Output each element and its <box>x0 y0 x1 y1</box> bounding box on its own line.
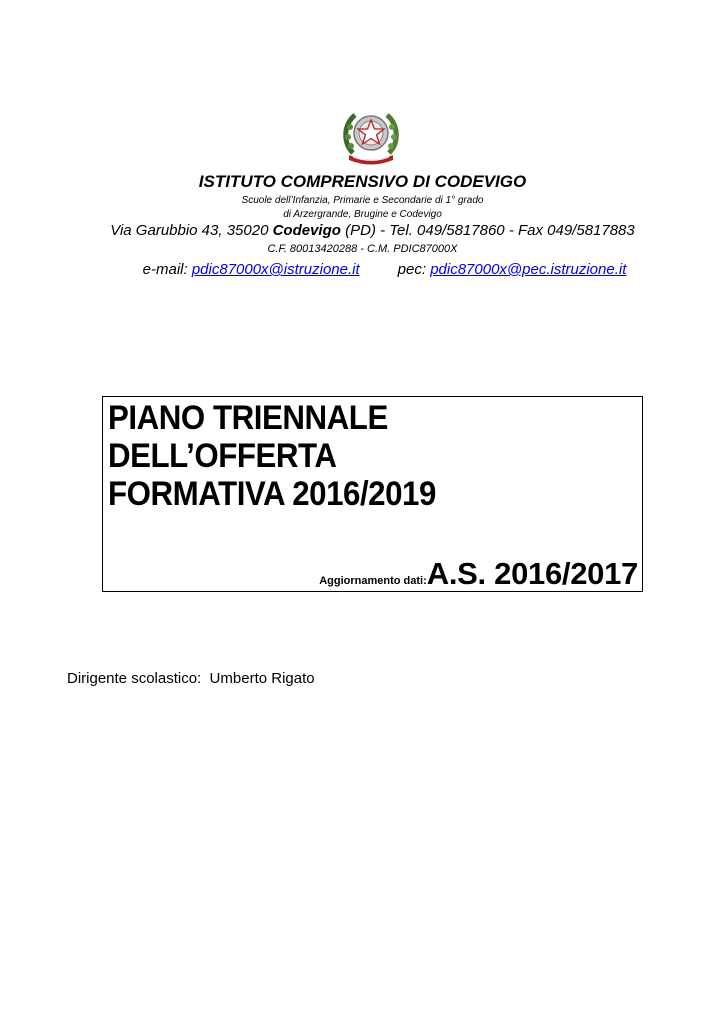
title-line-1: PIANO TRIENNALE <box>108 399 388 437</box>
italian-republic-emblem-icon <box>339 103 403 167</box>
school-name: ISTITUTO COMPRENSIVO DI CODEVIGO <box>198 172 527 191</box>
pec-label: pec: <box>397 261 431 278</box>
email-label: e-mail: <box>142 261 192 278</box>
address-prefix: Via Garubbio 43, 35020 <box>110 222 273 239</box>
pec-link[interactable]: pdic87000x@pec.istruzione.it <box>430 261 627 278</box>
title-line-2: DELL’OFFERTA <box>108 437 337 475</box>
title-line-3: FORMATIVA 2016/2019 <box>108 475 436 513</box>
update-info <box>319 556 638 592</box>
address-city: Codevigo <box>272 222 341 239</box>
email-link[interactable]: pdic87000x@istruzione.it <box>191 261 360 278</box>
school-principal: Dirigente scolastico: Umberto Rigato <box>67 670 315 687</box>
fiscal-codes: C.F. 80013420288 - C.M. PDIC87000X <box>267 243 458 255</box>
address-suffix: (PD) - Tel. 049/5817860 - Fax 049/5817883 <box>340 222 635 239</box>
update-school-year: A.S. 2016/2017 <box>426 556 638 591</box>
school-subtitle-line1: Scuole dell’Infanzia, Primarie e Secondarie di 1° grado <box>241 195 484 206</box>
contact-emails <box>22 261 725 278</box>
school-subtitle-line2: di Arzergrande, Brugine e Codevigo <box>283 209 442 220</box>
school-address <box>10 222 725 239</box>
update-label: Aggiornamento dati: <box>319 575 427 587</box>
document-title-box <box>102 396 643 592</box>
